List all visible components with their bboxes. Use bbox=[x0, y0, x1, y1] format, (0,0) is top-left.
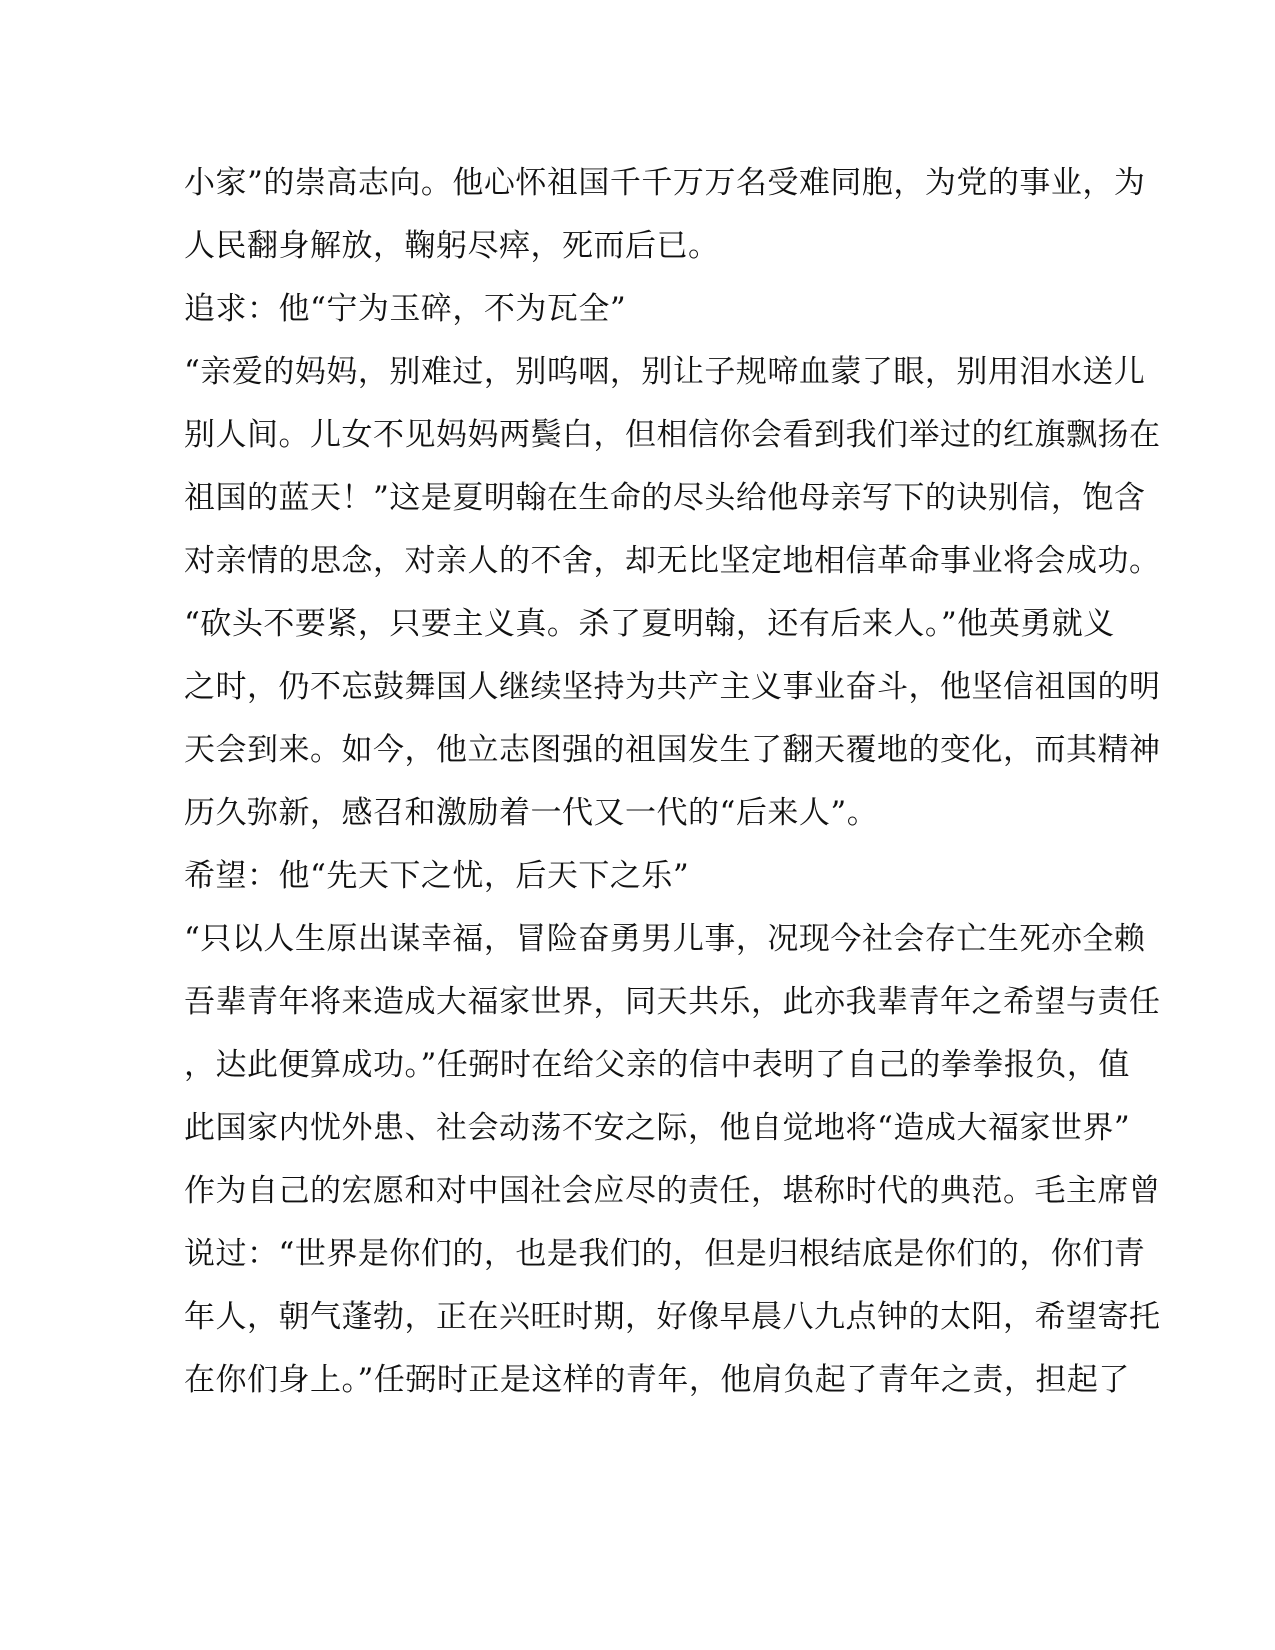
section-heading: 希望：他“先天下之忧，后天下之乐” bbox=[184, 858, 690, 894]
text-line: 对亲情的思念，对亲人的不舍，却无比坚定地相信革命事业将会成功。 bbox=[184, 543, 1161, 579]
text-line: 别人间。儿女不见妈妈两鬓白，但相信你会看到我们举过的红旗飘扬在 bbox=[184, 417, 1161, 453]
text-line: “只以人生原出谋幸福，冒险奋勇男儿事，况现今社会存亡生死亦全赖 bbox=[184, 921, 1146, 957]
text-line: 小家”的崇高志向。他心怀祖国千千万万名受难同胞，为党的事业，为 bbox=[184, 165, 1146, 201]
text-line: 历久弥新，感召和激励着一代又一代的“后来人”。 bbox=[184, 795, 879, 831]
section-heading: 追求：他“宁为玉碎，不为瓦全” bbox=[184, 291, 627, 327]
body-text bbox=[184, 152, 1161, 1412]
text-line: “亲爱的妈妈，别难过，别呜咽，别让子规啼血蒙了眼，别用泪水送儿 bbox=[184, 354, 1146, 390]
text-line: ，达此便算成功。”任弼时在给父亲的信中表明了自己的拳拳报负，值 bbox=[184, 1047, 1130, 1083]
text-line: “砍头不要紧，只要主义真。杀了夏明翰，还有后来人。”他英勇就义 bbox=[184, 606, 1115, 642]
text-line: 在你们身上。”任弼时正是这样的青年，他肩负起了青年之责，担起了 bbox=[184, 1362, 1130, 1398]
text-line: 人民翻身解放，鞠躬尽瘁，死而后已。 bbox=[184, 228, 720, 264]
text-line: 之时，仍不忘鼓舞国人继续坚持为共产主义事业奋斗，他坚信祖国的明 bbox=[184, 669, 1161, 705]
text-line: 天会到来。如今，他立志图强的祖国发生了翻天覆地的变化，而其精神 bbox=[184, 732, 1161, 768]
text-line: 祖国的蓝天！”这是夏明翰在生命的尽头给他母亲写下的诀别信，饱含 bbox=[184, 480, 1146, 516]
text-line: 说过：“世界是你们的，也是我们的，但是归根结底是你们的，你们青 bbox=[184, 1236, 1146, 1272]
text-line: 作为自己的宏愿和对中国社会应尽的责任，堪称时代的典范。毛主席曾 bbox=[184, 1173, 1161, 1209]
text-line: 年人，朝气蓬勃，正在兴旺时期，好像早晨八九点钟的太阳，希望寄托 bbox=[184, 1299, 1161, 1335]
text-line: 吾辈青年将来造成大福家世界，同天共乐，此亦我辈青年之希望与责任 bbox=[184, 984, 1161, 1020]
text-line: 此国家内忧外患、社会动荡不安之际，他自觉地将“造成大福家世界” bbox=[184, 1110, 1131, 1146]
